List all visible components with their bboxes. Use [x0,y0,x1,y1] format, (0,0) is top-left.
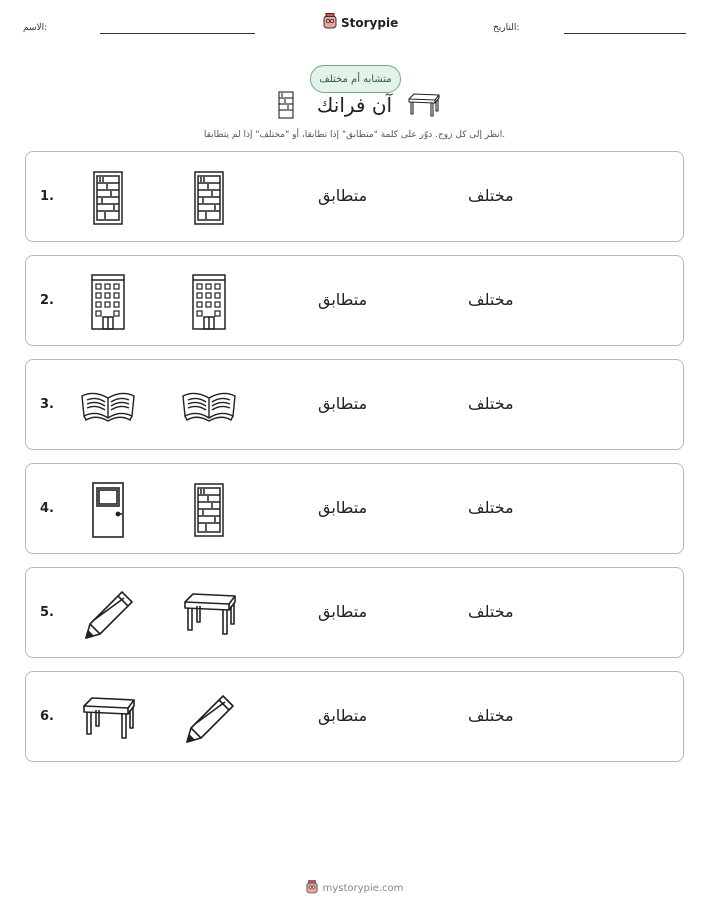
storypie-mascot-icon [323,13,337,33]
same-option[interactable]: متطابق [318,290,368,309]
brand-name: Storypie [341,16,399,30]
footer [0,880,709,897]
building-icon [78,272,138,332]
same-option[interactable]: متطابق [318,602,368,621]
item-row-5 [25,567,684,658]
item-row-1 [25,151,684,242]
open-book-icon [78,376,138,436]
open-book-icon [179,376,239,436]
different-option[interactable]: مختلف [468,290,514,309]
same-option[interactable]: متطابق [318,186,368,205]
title-table-icon [407,91,441,117]
different-option[interactable]: مختلف [468,394,514,413]
item-row-4 [25,463,684,554]
different-option[interactable]: مختلف [468,706,514,725]
table-icon [78,688,138,748]
item-number: 6. [40,709,54,724]
item-number: 3. [40,397,54,412]
door-icon [78,480,138,540]
pencil-icon [179,688,239,748]
storypie-logo [323,13,398,33]
date-line[interactable] [564,33,686,34]
item-number: 1. [40,189,54,204]
item-row-3 [25,359,684,450]
table-icon [179,584,239,644]
bookshelf-icon [179,480,239,540]
footer-url[interactable]: mystorypie.com [322,883,404,894]
same-option[interactable]: متطابق [318,706,368,725]
building-icon [179,272,239,332]
storypie-mascot-icon [306,880,318,897]
bookshelf-icon [78,168,138,228]
item-number: 5. [40,605,54,620]
instructions: انظر إلى كل زوج. دوّر على كلمة "متطابق" إذا تطابقا، أو "مختلف" إذا لم يتطابقا. [203,130,506,140]
same-option[interactable]: متطابق [318,498,368,517]
different-option[interactable]: مختلف [468,186,514,205]
item-number: 4. [40,501,54,516]
name-label: الاسم: [23,23,48,33]
worksheet-title: آن فرانك [316,93,393,117]
name-line[interactable] [100,33,255,34]
item-number: 2. [40,293,54,308]
activity-badge: متشابه أم مختلف [310,65,401,93]
different-option[interactable]: مختلف [468,602,514,621]
different-option[interactable]: مختلف [468,498,514,517]
item-row-2 [25,255,684,346]
date-label: التاريخ: [493,23,520,33]
pencil-icon [78,584,138,644]
same-option[interactable]: متطابق [318,394,368,413]
bookshelf-icon [179,168,239,228]
item-row-6 [25,671,684,762]
